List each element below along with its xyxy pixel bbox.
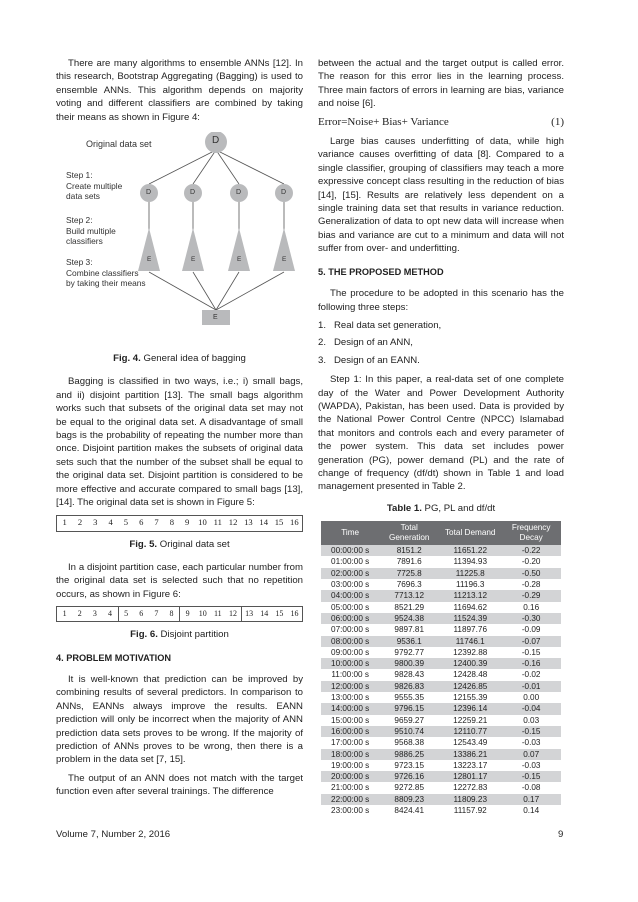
table-cell: 23:00:00 s <box>331 806 370 816</box>
table-cell: -0.07 <box>501 636 561 647</box>
dataset-number: 10 <box>198 517 207 528</box>
table-cell: 9826.83 <box>379 681 439 692</box>
table-cell: 9568.38 <box>394 738 425 748</box>
table-cell: 9886.25 <box>379 749 439 760</box>
col-header-demand: Total Demand <box>439 521 501 545</box>
paragraph: It is well-known that prediction can be improved by combining results of several predictors. In comparison to ANNs, EANNs always improve the results. EANN prediction will only be incorrect when the majority of ANN prediction data sets proves to be wrong. If the majority of prediction of ANNs proves to be wrong, then there is a problem in the data set [7, 15]. <box>56 673 303 766</box>
table-cell: 0.00 <box>523 693 540 703</box>
dataset-number: 14 <box>259 517 269 528</box>
dataset-number: 7 <box>154 517 159 528</box>
table-cell: 00:00:00 s <box>321 545 379 556</box>
table-row <box>321 692 561 703</box>
dataset-number: 3 <box>92 609 97 619</box>
paragraph: In a disjoint partition case, each particular number from the original data set is selected such that no repetition occurs, as shown in Figure 6: <box>56 561 303 600</box>
table-cell: -0.22 <box>501 545 561 556</box>
figure4-caption: Fig. 4. General idea of bagging <box>113 353 246 365</box>
section-heading: 5. THE PROPOSED METHOD <box>318 266 444 277</box>
table-row <box>321 782 561 793</box>
table-cell: 13:00:00 s <box>331 693 370 703</box>
d-node-label: D <box>281 189 287 197</box>
table-cell: 12155.39 <box>453 693 488 703</box>
table-cell: 20:00:00 s <box>321 771 379 782</box>
table-cell: 0.16 <box>523 602 540 612</box>
table-caption: Table 1. PG, PL and df/dt <box>386 502 496 514</box>
table-cell: 03:00:00 s <box>331 580 370 590</box>
paragraph: The procedure to be adopted in this scenario has the following three steps: <box>318 288 564 313</box>
list-item: 2. Design of an ANN, <box>318 337 413 349</box>
table-cell: 12400.39 <box>439 658 501 669</box>
table-row <box>321 669 561 680</box>
list-item: 3. Design of an EANN. <box>318 354 420 366</box>
table-cell: 9272.85 <box>394 783 425 793</box>
col-header-time: Time <box>321 521 379 545</box>
left-column <box>56 57 303 804</box>
disjoint-partition-box <box>56 606 303 622</box>
table-cell: 11524.39 <box>439 613 501 624</box>
dataset-number: 8 <box>169 609 174 619</box>
table-header-row <box>321 521 561 545</box>
table-cell: 9796.15 <box>379 703 439 714</box>
table-cell: 12392.88 <box>453 647 488 657</box>
table-cell: 8151.2 <box>379 545 439 556</box>
paragraph: Step 1: In this paper, a real-data set of one complete day of the Water and Power Development Authority (WAPDA), Pakistan, has been used. Data is provided by the National Power Control Centre (NPCC) Islamabad that monitors and controls each and every parameter of the power system. This data set includes power generation (PG), power demand (PL) and the rate of change of frequency (df/dt) shown in Table 1 and load management presented in Table 2. <box>318 374 564 493</box>
table-cell: 09:00:00 s <box>331 647 370 657</box>
table-row <box>321 636 561 647</box>
dataset-number: 5 <box>124 609 129 619</box>
table-cell: -0.29 <box>501 590 561 601</box>
dataset-number: 9 <box>185 517 190 528</box>
table-cell: 12426.85 <box>439 681 501 692</box>
table-row <box>321 647 561 658</box>
table-cell: 7713.12 <box>379 590 439 601</box>
table-cell: 02:00:00 s <box>321 568 379 579</box>
dataset-number: 13 <box>245 609 254 619</box>
table-cell: 11394.93 <box>453 557 487 567</box>
table-row <box>321 613 561 624</box>
equation-number: (1) <box>551 115 564 128</box>
table-cell: 11:00:00 s <box>331 670 369 680</box>
table-cell: 08:00:00 s <box>321 636 379 647</box>
root-node-label: D <box>212 135 220 147</box>
d-node-label: D <box>236 189 242 197</box>
table-cell: 0.17 <box>501 794 561 805</box>
table-cell: -0.02 <box>521 670 541 680</box>
table-cell: 9524.38 <box>379 613 439 624</box>
table-row <box>321 760 561 771</box>
table-cell: 19:00:00 s <box>331 760 370 770</box>
table-row <box>321 658 561 669</box>
dataset-number: 15 <box>275 609 284 619</box>
table-cell: -0.15 <box>501 726 561 737</box>
paragraph: Large bias causes underfitting of data, while high variance causes overfitting of data [8]. Compared to a single classifier, grouping of classifiers may teach a more expressive concept class resulting in the reduction of bias [14], [15]. Results are relatively less dependent on a single training data set that results in variance reduction. Generalization of data to opt new data will increase when bias and variance are cut to a minimum and data will not suffer from over- and underfitting. <box>318 136 564 255</box>
table-cell: 12428.48 <box>453 670 488 680</box>
col-header-generation: Total Generation <box>379 521 439 545</box>
table-cell: -0.01 <box>501 681 561 692</box>
table-cell: 8521.29 <box>394 602 425 612</box>
table-row <box>321 805 561 816</box>
paragraph: between the actual and the target output is called error. The reason for this error lies in the learning process. Three main factors of errors in learning are bias, variance and noise [6]. <box>318 58 564 110</box>
table-row <box>321 624 561 635</box>
table-cell: -0.16 <box>501 658 561 669</box>
col-header-frequency: Frequency Decay <box>501 521 561 545</box>
dataset-number: 6 <box>139 609 144 619</box>
table-cell: 16:00:00 s <box>321 726 379 737</box>
table-cell: 11694.62 <box>453 602 487 612</box>
table-cell: 9897.81 <box>394 625 425 635</box>
table-cell: -0.30 <box>501 613 561 624</box>
table-cell: 13223.17 <box>453 760 488 770</box>
table-cell: 12110.77 <box>439 726 501 737</box>
d-node-label: D <box>190 189 196 197</box>
table-cell: 06:00:00 s <box>321 613 379 624</box>
table-cell: 22:00:00 s <box>321 794 379 805</box>
table-cell: -0.15 <box>521 647 541 657</box>
table-cell: 04:00:00 s <box>321 590 379 601</box>
paragraph: There are many algorithms to ensemble ANNs [12]. In this research, Bootstrap Aggregating (Bagging) is used to ensemble ANNs. This algorithm depends on majority voting and different classifiers are combined by taking their means as shown in Figure 4: <box>56 58 303 123</box>
data-table <box>321 521 561 816</box>
table-cell: 01:00:00 s <box>331 557 370 567</box>
dataset-number: 2 <box>77 517 83 528</box>
table-cell: 05:00:00 s <box>331 602 370 612</box>
table-row <box>321 794 561 805</box>
original-dataset-box <box>56 515 303 532</box>
table-cell: 12396.14 <box>439 703 501 714</box>
step3-label: Step 3: Combine classifiers by taking their means <box>66 257 146 289</box>
dataset-number: 12 <box>228 517 238 528</box>
table-cell: 15:00:00 s <box>331 715 370 725</box>
table-cell: 9726.16 <box>379 771 439 782</box>
table-cell: 9723.15 <box>394 760 425 770</box>
table-cell: -0.20 <box>521 557 541 567</box>
bagging-figure <box>56 132 303 346</box>
dataset-number: 16 <box>290 517 299 528</box>
dataset-number: 9 <box>185 609 190 619</box>
dataset-number: 1 <box>62 517 67 528</box>
table-row <box>321 556 561 567</box>
table-cell: 9555.35 <box>394 693 425 703</box>
partition-group <box>57 607 119 621</box>
table-cell: 9536.1 <box>379 636 439 647</box>
dataset-number: 1 <box>62 609 67 619</box>
e-node-label: E <box>191 256 196 264</box>
partition-group <box>119 607 181 621</box>
dataset-number: 3 <box>93 517 98 528</box>
table-cell: -0.03 <box>521 738 541 748</box>
table-row <box>321 715 561 726</box>
dataset-number: 11 <box>213 609 222 619</box>
table-cell: 9510.74 <box>379 726 439 737</box>
dataset-number: 10 <box>198 609 207 619</box>
table-cell: 11809.23 <box>439 794 501 805</box>
d-node-label: D <box>146 189 152 197</box>
dataset-number: 13 <box>244 517 253 528</box>
dataset-number: 6 <box>139 517 144 528</box>
table-row <box>321 590 561 601</box>
right-column <box>318 57 564 816</box>
table-cell: 12272.83 <box>453 783 488 793</box>
step2-label: Step 2: Build multiple classifiers <box>66 215 116 247</box>
table-cell: -0.50 <box>501 568 561 579</box>
step1-label: Step 1: Create multiple data sets <box>66 170 123 202</box>
table-cell: 0.03 <box>523 715 540 725</box>
dataset-number: 4 <box>107 609 112 619</box>
figure6-caption: Fig. 6. Disjoint partition <box>130 629 229 641</box>
partition-group <box>242 607 303 621</box>
table-cell: 0.14 <box>523 806 540 816</box>
table-cell: 11213.12 <box>439 590 501 601</box>
dataset-number: 7 <box>154 609 159 619</box>
figure5-caption: Fig. 5. Original data set <box>129 538 230 550</box>
dataset-number: 12 <box>228 609 237 619</box>
table-row <box>321 737 561 748</box>
table-cell: -0.03 <box>521 760 541 770</box>
table-cell: 9792.77 <box>394 647 425 657</box>
table-cell: 17:00:00 s <box>331 738 370 748</box>
table-cell: 8424.41 <box>394 806 425 816</box>
final-node-label: E <box>213 314 218 322</box>
table-cell: 7725.8 <box>379 568 439 579</box>
equation <box>318 116 564 129</box>
table-cell: 11746.1 <box>439 636 501 647</box>
list-item: 1. Real data set generation, <box>318 319 442 331</box>
table-cell: -0.28 <box>521 580 541 590</box>
table-row <box>321 771 561 782</box>
table-cell: 11651.22 <box>439 545 501 556</box>
table-cell: 12543.49 <box>453 738 488 748</box>
dataset-number: 8 <box>169 517 174 528</box>
steps-list <box>318 319 564 367</box>
partition-group <box>180 607 242 621</box>
e-node-label: E <box>147 256 152 264</box>
paragraph: The output of an ANN does not match with the target function even after several trainings. The difference <box>56 772 303 798</box>
table-cell: 14:00:00 s <box>321 703 379 714</box>
table-row <box>321 726 561 737</box>
dataset-number: 15 <box>274 517 284 528</box>
paragraph: Bagging is classified in two ways, i.e.; i) small bags, and ii) disjoint partition [13]. The small bags algorithm works such that subsets of the original data set may not be equal to the original data set. A disadvantage of small bags is the probability of repeating the number more than once. Disjoint partition makes the subsets of original data sets such that the number of the subset shall be equal to the original data set. Disjoint partition is considered to be more effective and accurate compared to small bags [13], [14]. The original data set is shown in Figure 5: <box>56 376 303 509</box>
e-node-label: E <box>282 256 287 264</box>
table-row <box>321 749 561 760</box>
table-cell: 21:00:00 s <box>331 783 370 793</box>
table-cell: 07:00:00 s <box>331 625 370 635</box>
table-cell: 9828.43 <box>394 670 425 680</box>
footer-volume: Volume 7, Number 2, 2016 <box>56 829 171 840</box>
equation-text: Error=Noise+ Bias+ Variance <box>318 115 449 128</box>
dataset-number: 16 <box>290 609 299 619</box>
table-cell: 7891.6 <box>396 557 422 567</box>
table-cell: 8809.23 <box>379 794 439 805</box>
table-row <box>321 545 561 556</box>
table-cell: 11157.92 <box>453 806 487 816</box>
dataset-number: 5 <box>123 517 129 528</box>
table-cell: 9800.39 <box>379 658 439 669</box>
dataset-number: 11 <box>213 517 222 528</box>
table-cell: -0.08 <box>521 783 541 793</box>
original-dataset-label: Original data set <box>86 139 152 150</box>
table-cell: 0.07 <box>501 749 561 760</box>
table-cell: 11897.76 <box>453 625 487 635</box>
table-cell: 13386.21 <box>439 749 501 760</box>
table-row <box>321 681 561 692</box>
page-number: 9 <box>558 829 564 840</box>
table-row <box>321 602 561 613</box>
table-cell: 12801.17 <box>439 771 501 782</box>
e-node-label: E <box>237 256 242 264</box>
dataset-number: 4 <box>108 517 113 528</box>
table-cell: 11196.3 <box>456 580 485 590</box>
dataset-number: 2 <box>77 609 82 619</box>
table-row <box>321 568 561 579</box>
table-cell: 7696.3 <box>396 580 422 590</box>
table-cell: 12:00:00 s <box>321 681 379 692</box>
table-cell: 18:00:00 s <box>321 749 379 760</box>
table-cell: 11225.8 <box>439 568 501 579</box>
table-cell: -0.09 <box>521 625 541 635</box>
table-cell: 10:00:00 s <box>321 658 379 669</box>
table-cell: 9659.27 <box>394 715 425 725</box>
dataset-number: 14 <box>260 609 269 619</box>
table-cell: -0.15 <box>501 771 561 782</box>
table-cell: 12259.21 <box>453 715 488 725</box>
section-heading: 4. PROBLEM MOTIVATION <box>56 652 172 663</box>
table-row <box>321 579 561 590</box>
table-row <box>321 703 561 714</box>
table-cell: -0.04 <box>501 703 561 714</box>
